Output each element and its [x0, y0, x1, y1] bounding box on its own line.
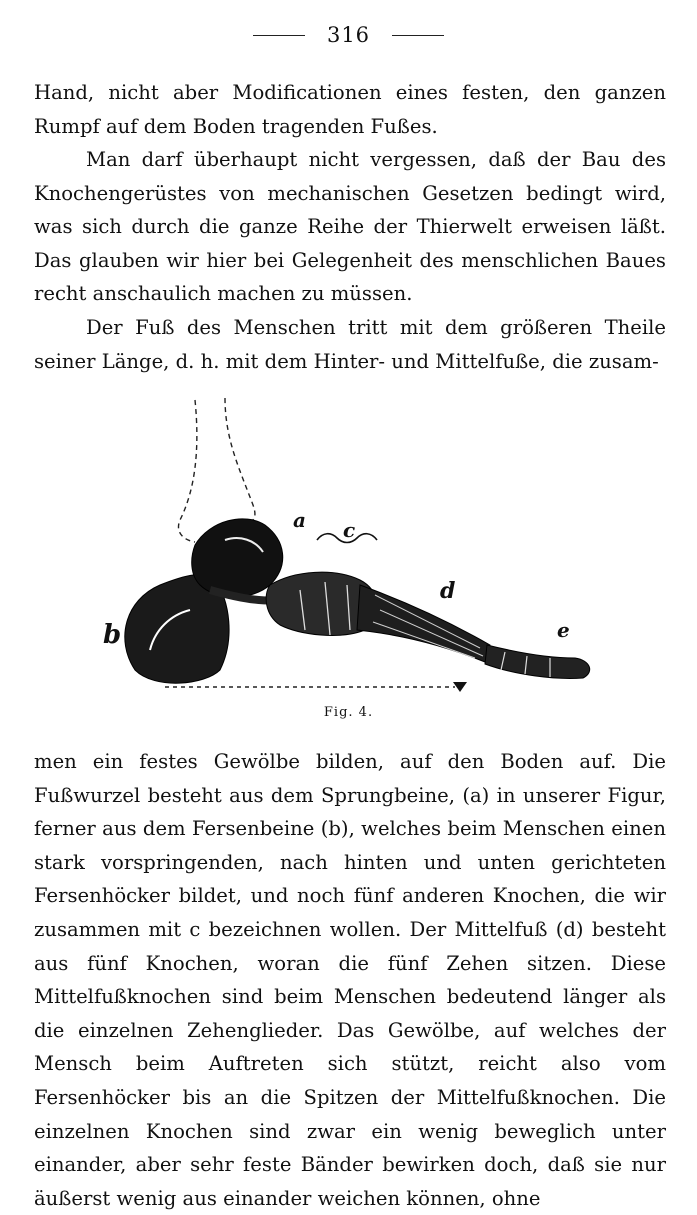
label-c: c	[343, 518, 356, 542]
paragraph-1: Hand, nicht aber Modificationen eines festen, den ganzen Rumpf auf dem Boden tragenden Fußes.	[34, 81, 666, 138]
header-rule-right	[392, 35, 444, 36]
talus-bone	[192, 519, 283, 597]
page-number: 316	[326, 23, 371, 47]
label-e: e	[557, 618, 570, 642]
foot-skeleton-drawing	[95, 390, 605, 700]
page-header	[0, 20, 697, 50]
paragraph-4: men ein festes Gewölbe bilden, auf den Boden auf. Die Fußwurzel besteht aus dem Sprungbeine, (a) in unserer Figur, ferner aus dem Fersenbeine (b), welches beim Menschen einen stark vorspringenden, nach hinten und unten gerichteten Fersenhöcker bildet, und noch fünf anderen Knochen, die wir zusammen mit c bezeichnen wollen. Der Mittelfuß (d) besteht aus fünf Knochen, woran die fünf Zehen sitzen. Diese Mittelfußknochen sind beim Menschen bedeutend länger als die einzelnen Zehenglieder. Das Gewölbe, auf welches der Mensch beim Auftreten sich stützt, reicht also vom Fersenhöcker bis an die Spitzen der Mittelfußknochen. Die einzelnen Knochen sind zwar ein wenig beweglich unter einander, aber sehr feste Bänder bewirken doch, daß sie nur äußerst wenig aus einander weichen können, ohne	[34, 750, 666, 1210]
label-a: a	[293, 508, 306, 532]
label-b: b	[103, 620, 122, 650]
paragraph-2: Man darf überhaupt nicht vergessen, daß der Bau des Knochengerüstes von mechanischen Gesetzen bedingt wird, was sich durch die ganze Reihe der Thierwelt erweisen läßt. Das glauben wir hier bei Gelegenheit des menschlichen Baues recht anschaulich machen zu müssen.	[34, 148, 666, 306]
toe-bones	[485, 645, 590, 678]
foot-skeleton-figure	[95, 390, 605, 730]
leg-outline-rear	[178, 400, 196, 542]
figure-caption: Fig. 4.	[323, 705, 374, 720]
paragraph-3: Der Fuß des Menschen tritt mit dem größeren Theile seiner Länge, d. h. mit dem Hinter- und Mittelfuße, die zusam-	[34, 316, 666, 373]
ground-marker	[453, 682, 467, 692]
leg-outline-front	[225, 398, 255, 524]
label-d: d	[440, 578, 456, 604]
header-rule-left	[253, 35, 305, 36]
